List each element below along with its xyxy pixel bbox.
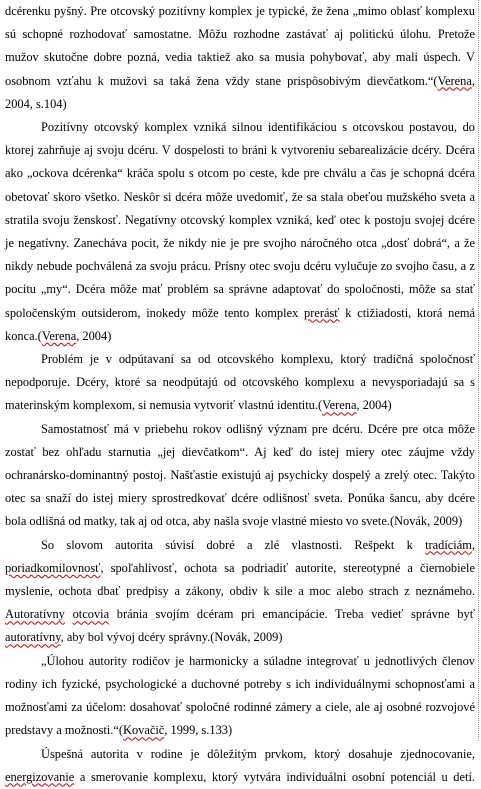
misspelled-word: otcovia bbox=[72, 607, 110, 622]
text-run bbox=[65, 607, 73, 621]
text-run: a smerovanie komplexu, ktorý vytvára individuálni osobní potenciál u detí. bbox=[74, 769, 475, 784]
paragraph bbox=[5, 348, 475, 418]
text-run: , aby bol vývoj dcéry správny.(Novák, 2009) bbox=[60, 630, 283, 645]
right-margin-guide bbox=[477, 0, 479, 741]
text-run: , 2004) bbox=[356, 398, 392, 413]
misspelled-word: Verena bbox=[437, 73, 472, 88]
paragraph bbox=[5, 0, 475, 116]
misspelled-word: tradíciám bbox=[425, 537, 472, 552]
misspelled-word: Autoratívny bbox=[5, 607, 65, 622]
misspelled-word: Verena bbox=[41, 328, 77, 343]
text-run: Pozitívny otcovský komplex vzniká silnou identifikáciou s otcovskou postavou, do ktorej zahrňuje aj svoju dcéru. V dospelosti to bráni k vytvoreniu sebarealizácie dcéry. Dcéra ako „ockova dcérenka“ kráča spolu s otcom po ceste, kde pre chválu a čas je schopná dcéra obetovať skoro všetko. Neskôr si dcéra môže uvedomiť, že sa stala obeťou mužského sveta a stratila svoju ženskosť. Negatívny otcovský komplex vzniká, keď otec k postoju svojej dcére je negatívny. Zanecháva pocit, že nikdy nie je pre svojho náročného otca „dosť dobrá“, a že nikdy nebude pochválená za svoju prácu. Prísny otec svoju dcéru vylučuje zo svojho času, a z pocitu „my“. Dcéra môže mať problém sa správne adaptovať do spoločnosti, môže sa stať spoločenským outsiderom, inokedy môže tento komplex bbox=[5, 120, 475, 320]
misspelled-word: Kovačič bbox=[123, 723, 165, 738]
paragraph bbox=[5, 418, 475, 534]
text-run: bránia svojím dcéram pri emancipácie. Treba vedieť správne byť bbox=[109, 607, 475, 622]
misspelled-word: energizovanie bbox=[5, 769, 75, 784]
text-run: So slovom autorita súvisí dobré a zlé vlastnosti. Rešpekt k bbox=[41, 537, 426, 552]
text-run: k ctižiadosti, ktorá nemá konca.( bbox=[5, 305, 475, 343]
text-run: , bbox=[471, 537, 475, 552]
paragraph bbox=[5, 116, 475, 348]
text-run: Samostatnosť má v priebehu rokov odlišný význam pre dcéru. Dcére pre otca môže zostať bez ohľadu starnutia „jej dievčatkom“. Aj keď do istej miery otec záujme vždy ochranársko-dominantný postoj. Našťastie existujú aj psychicky dospelý a zrelý otec. Takýto otec sa snaží do istej miery sprostredkovať dcére odlišnosť sveta. Ponúka šancu, aby dcére bola odlišná od matky, tak aj od otca, aby našla svoje vlastné miesto vo svete.(Novák, 2009) bbox=[5, 421, 475, 529]
text-run: Úspešná autorita v rodine je dôležitým prvkom, ktorý dosahuje zjednocovanie, bbox=[41, 746, 475, 761]
misspelled-word: poriadkomilovnosť bbox=[5, 560, 101, 575]
misspelled-word: autoratívny bbox=[5, 630, 61, 645]
text-run: , spoľahlivosť, ochota sa podriadiť autorite, stereotypné a čiernobiele myslenie, ochota dbať predpisy a zákony, obdiv k sile a moc alebo strach z neznámeho. bbox=[5, 560, 475, 599]
text-run: , 2004, s.104) bbox=[5, 73, 475, 111]
paragraph bbox=[5, 534, 475, 650]
paragraph bbox=[5, 650, 475, 743]
text-run: „Úlohou autority rodičov je harmonicky a súladne integrovať u jednotlivých členov rodiny ich fyzické, psychologické a duchovné potreby s ich individuálnymi schopnosťami a možnosťami za účelom: dosahovať spoločné rodinné zámery a ciele, ale aj osobné rozvojové predstavy a možnosti.“( bbox=[5, 653, 475, 738]
text-run: , 2004) bbox=[76, 328, 112, 343]
text-run: dcérenku pyšný. Pre otcovský pozitívny komplex je typické, že žena „mimo oblasť komplexu sú schopné rozhodovať samostatne. Môžu rozhodne zastávať aj politickú úlohu. Pretože mužov skutočne dobre pozná, vedia taktiež ako sa musia pohybovať, aby mali úspech. V osobnom vzťahu k mužovi sa taká žena vždy stane prispôsobivým dievčatkom.“( bbox=[5, 4, 475, 88]
misspelled-word: Verena bbox=[322, 398, 357, 413]
document-text-body[interactable] bbox=[5, 0, 475, 789]
misspelled-word: prerásť bbox=[304, 305, 340, 320]
text-run: Problém je v odpútavaní sa od otcovského komplexu, ktorý tradičná spoločnosť nepodporuje. Dcéry, ktoré sa neodpútajú od otcovského komplexu a nevysporiadajú sa s materinským komplexom, si nemusia vytvoriť vlastnú identitu.( bbox=[5, 352, 475, 413]
paragraph bbox=[5, 743, 475, 789]
text-run: , 1999, s.133) bbox=[164, 723, 233, 738]
